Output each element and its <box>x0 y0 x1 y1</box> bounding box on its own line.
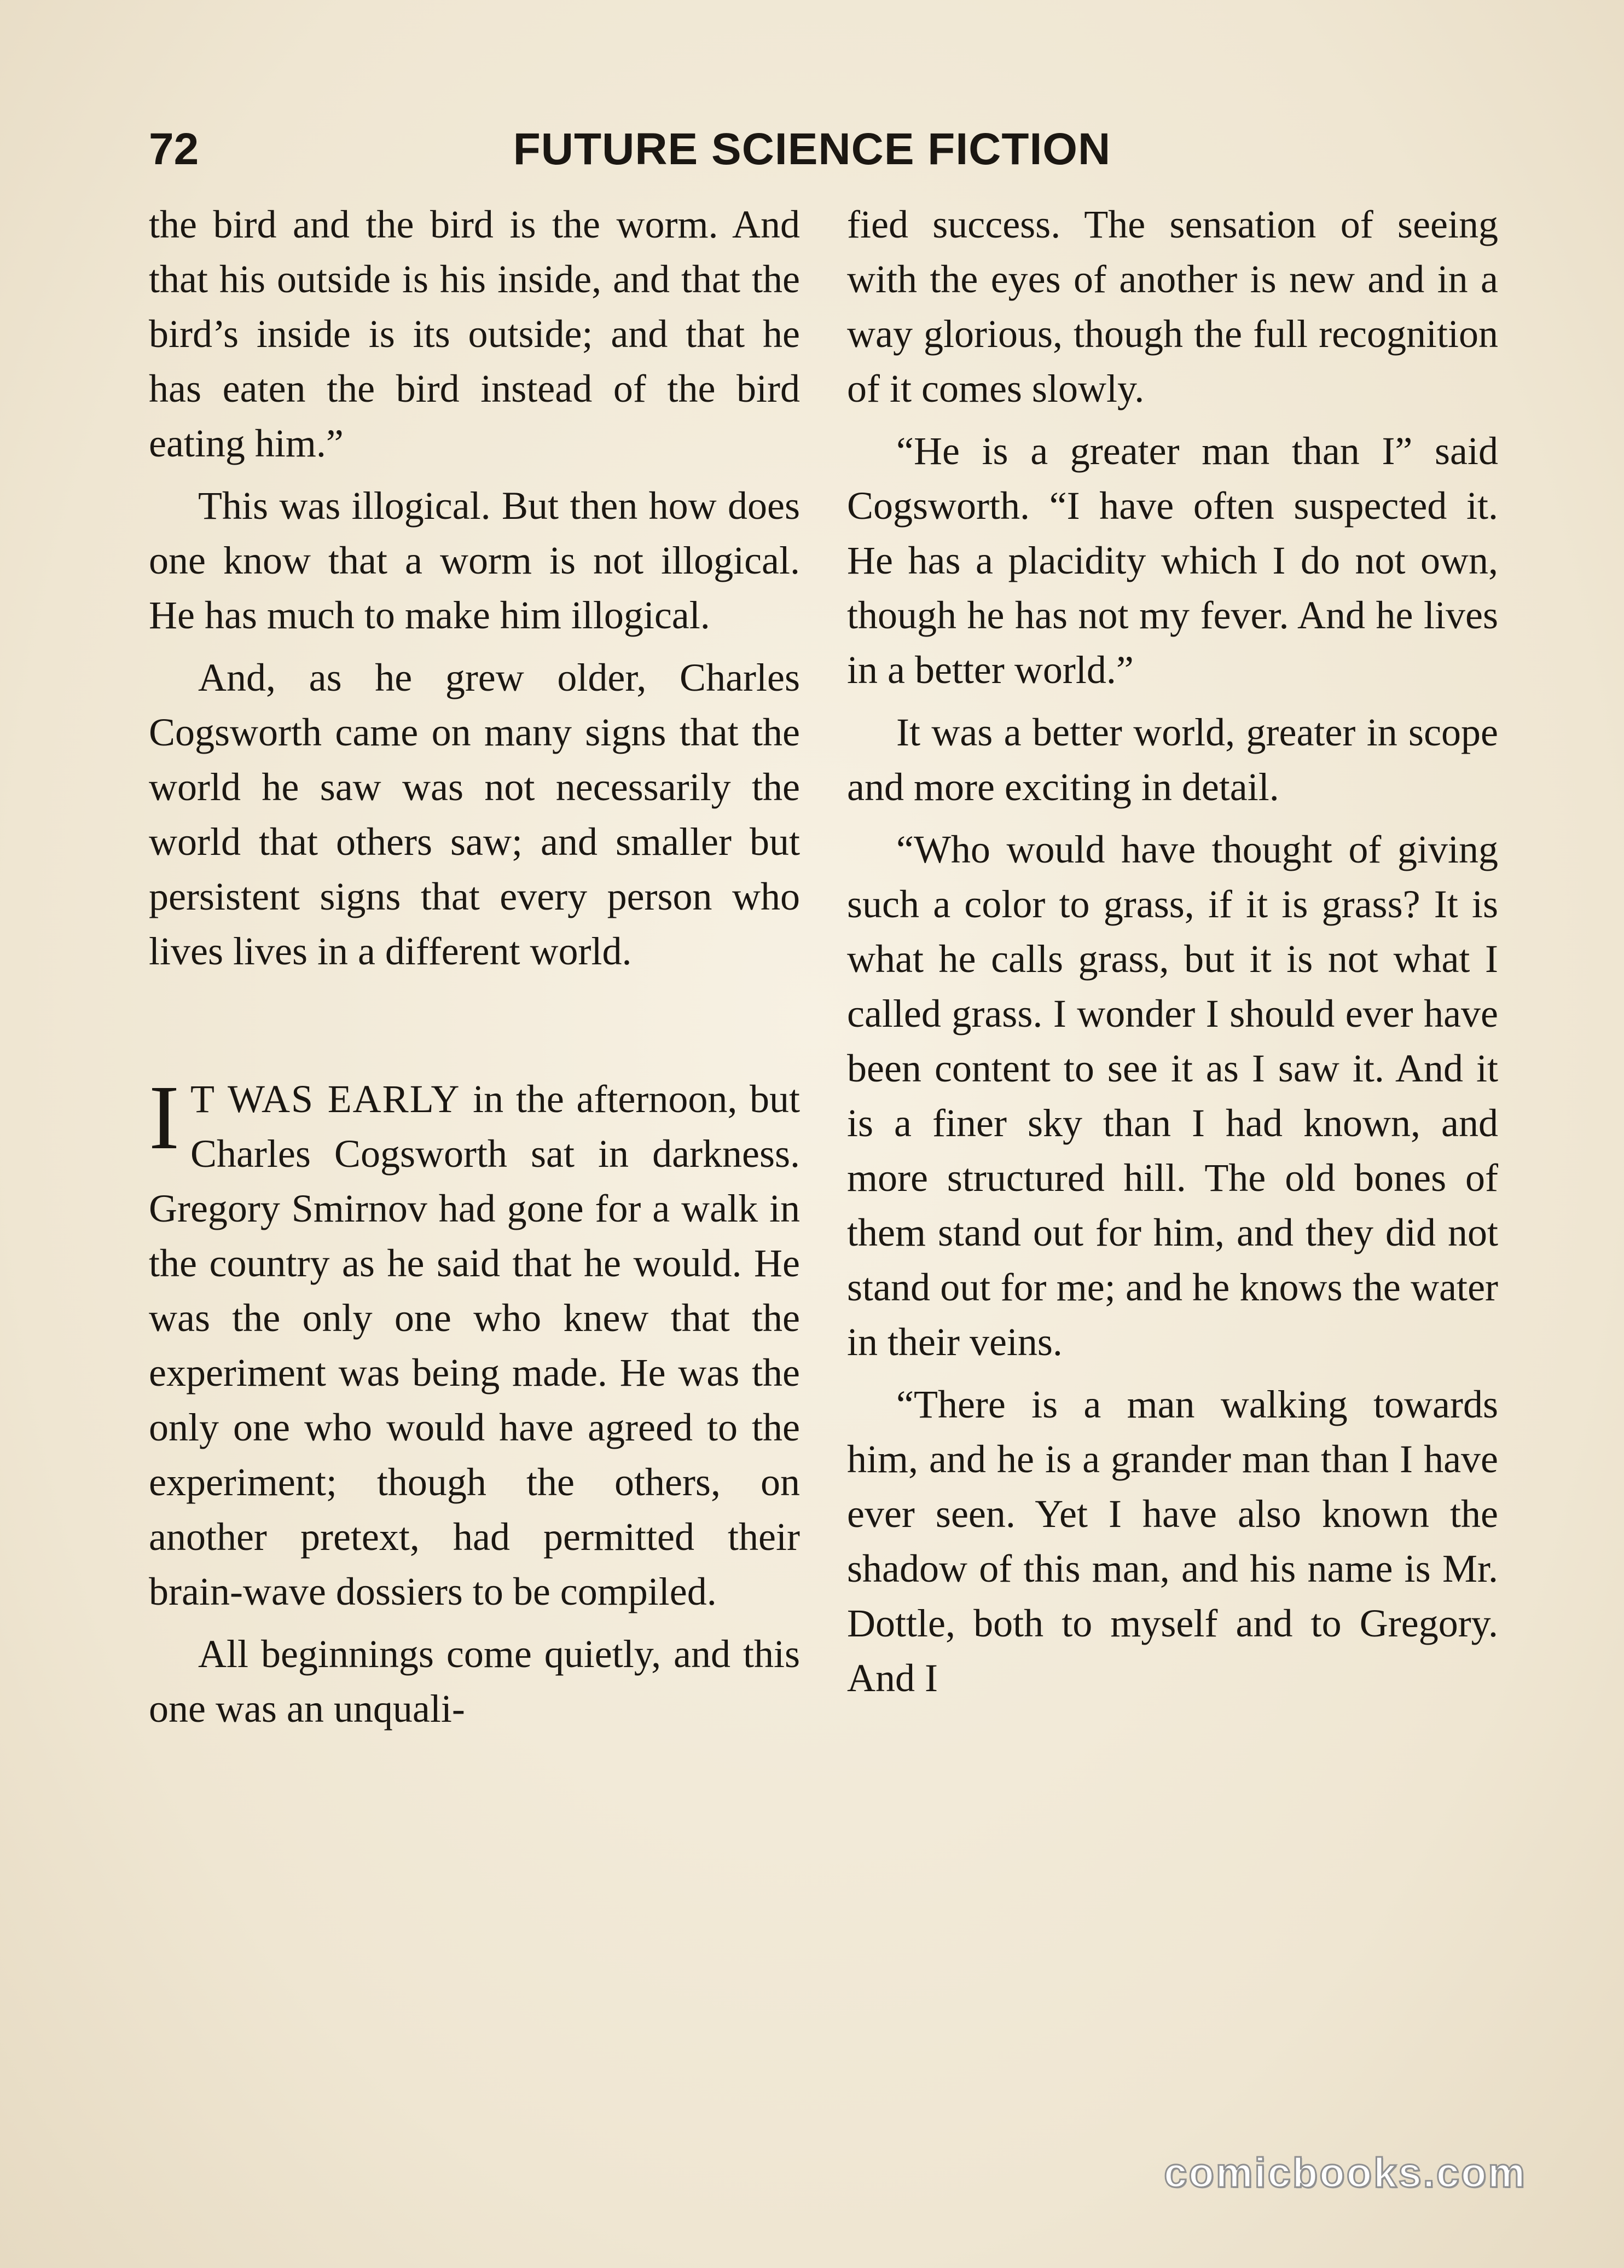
paragraph: fied success. The sensation of seeing with the eyes of another is new and in a way glorious, though the full recognition of it comes slowly. <box>847 202 1498 410</box>
paragraph: All beginnings come quietly, and this one was an unquali- <box>149 1632 800 1731</box>
paragraph: This was illogical. But then how does one know that a worm is not illogical. He has much to make him illogical. <box>149 484 800 637</box>
page-header <box>149 119 1475 180</box>
drop-cap: I <box>149 1067 179 1168</box>
section-opening-paragraph <box>149 1067 800 1619</box>
paragraph-text: in the afternoon, but Charles Cogsworth sat in darkness. Gregory Smirnov had gone for a walk in the country as he said that he would. He was the only one who knew that the experiment was being made. He was the only one who would have agreed to the experiment; though the others, on another pretext, had permitted their brain-wave dossiers to be compiled. <box>149 1077 800 1613</box>
paragraph: “Who would have thought of giving such a color to grass, if it is grass? It is what he calls grass, but it is not what I called grass. I wonder I should ever have been content to see it as I saw it. And it is a finer sky than I had known, and more structured hill. The old bones of them stand out for him, and they did not stand out for me; and he knows the water in their veins. <box>847 828 1498 1364</box>
page-number: 72 <box>149 124 199 174</box>
paragraph: And, as he grew older, Charles Cogsworth came on many signs that the world he saw was not necessarily the world that others saw; and smaller but persistent signs that every person who lives lives in a different world. <box>149 656 800 973</box>
paragraph: the bird and the bird is the worm. And that his outside is his inside, and that the bird’s inside is its outside; and that he has eaten the bird instead of the bird eating him.” <box>149 202 800 465</box>
watermark: comicbooks.com <box>1164 2150 1527 2196</box>
running-title: FUTURE SCIENCE FICTION <box>513 124 1111 174</box>
paragraph: It was a better world, greater in scope and more exciting in detail. <box>847 710 1498 809</box>
left-column <box>149 197 800 1744</box>
paragraph: “He is a greater man than I” said Cogsworth. “I have often suspected it. He has a placidity which I do not own, though he has not my fever. And he lives in a better world.” <box>847 429 1498 692</box>
right-column <box>847 197 1498 1713</box>
paragraph: “There is a man walking towards him, and he is a grander man than I have ever seen. Yet I have also known the shadow of this man, and his name is Mr. Dottle, both to myself and to Gregory. And I <box>847 1382 1498 1700</box>
small-caps-lead: T WAS EARLY <box>190 1077 461 1121</box>
